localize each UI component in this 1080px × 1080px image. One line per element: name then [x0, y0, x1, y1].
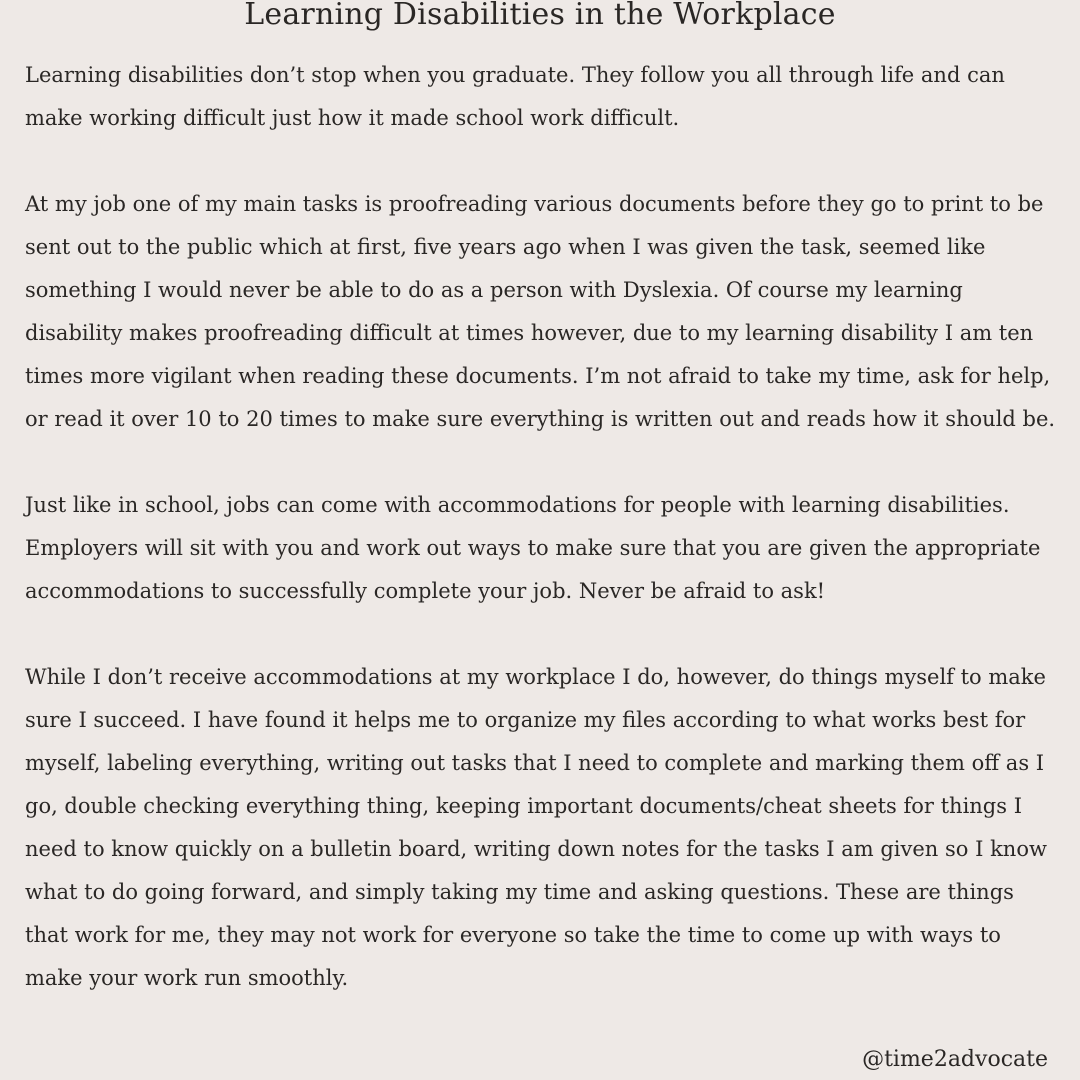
paragraph-2: At my job one of my main tasks is proofreading various documents before they go to print to be sent out to the public which at first, five years ago when I was given the task, seemed like something I would never be able to do as a person with Dyslexia. Of course my learning disability makes proofreading difficult at times however, due to my learning disability I am ten times more vigilant when reading these documents. I’m not afraid to take my time, ask for help, or read it over 10 to 20 times to make sure everything is written out and reads how it should be.	[25, 192, 1056, 431]
document-title: Learning Disabilities in the Workplace	[244, 0, 836, 32]
document-body	[25, 54, 1058, 1000]
paragraph-4: While I don’t receive accommodations at my workplace I do, however, do things myself to make sure I succeed. I have found it helps me to organize my files according to what works best for myself, labeling everything, writing out tasks that I need to complete and marking them off as I go, double checking everything thing, keeping important documents/cheat sheets for things I need to know quickly on a bulletin board, writing down notes for the tasks I am given so I know what to do going forward, and simply taking my time and asking questions. These are things that work for me, they may not work for everyone so take the time to come up with ways to make your work run smoothly.	[25, 665, 1047, 990]
paragraph-1: Learning disabilities don’t stop when you graduate. They follow you all through life and can make working difficult just how it made school work difficult.	[25, 63, 1005, 130]
author-handle: @time2advocate	[862, 1047, 1048, 1072]
paragraph-3: Just like in school, jobs can come with accommodations for people with learning disabilities. Employers will sit with you and work out ways to make sure that you are given the appropriate accommodations to successfully complete your job. Never be afraid to ask!	[25, 493, 1041, 603]
